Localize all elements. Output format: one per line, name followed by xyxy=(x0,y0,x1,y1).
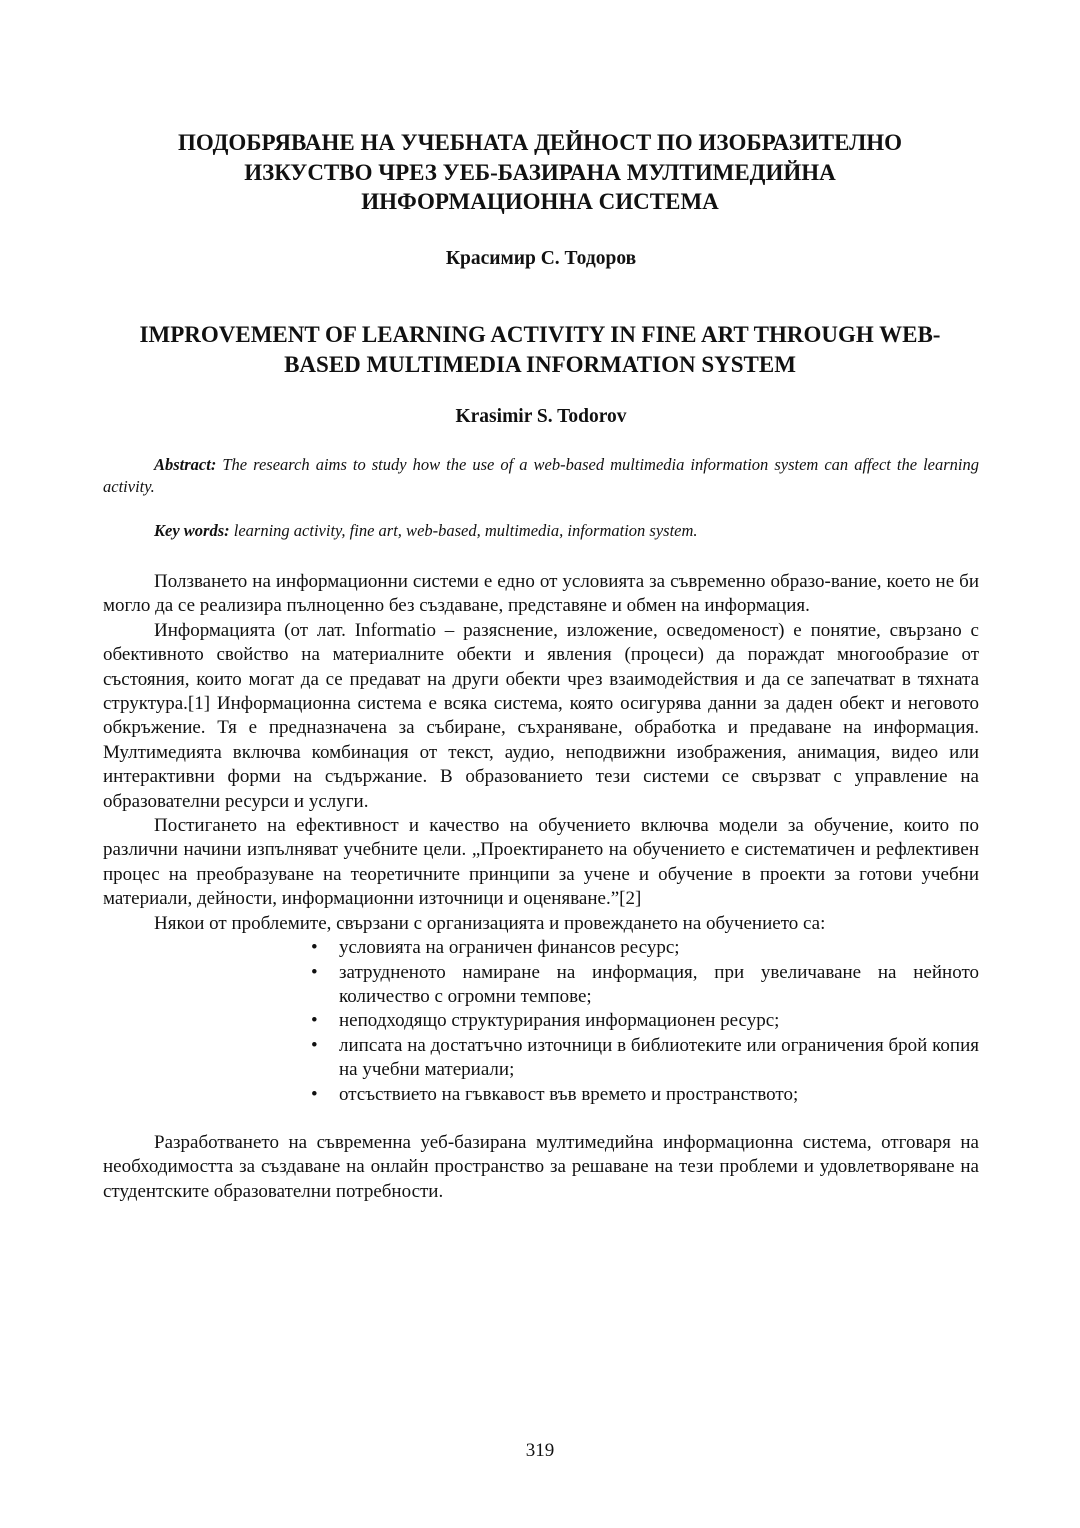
abstract xyxy=(103,454,979,498)
bulgarian-title: ПОДОБРЯВАНЕ НА УЧЕБНАТА ДЕЙНОСТ ПО ИЗОБРАЗИТЕЛНО ИЗКУСТВО ЧРЕЗ УЕБ-БАЗИРАНА МУЛТИМЕДИЙНА ИНФОРМАЦИОННА СИСТЕМА xyxy=(177,130,903,214)
list-item xyxy=(311,961,979,1010)
problem-list xyxy=(103,936,979,1107)
paragraph: Ползването на информационни системи е едно от условията за съвременно образо-вание, което не би могло да се реализира пълноценно без създаване, представяне и обмен на информация. xyxy=(103,571,979,617)
bulgarian-author: Красимир С. Тодоров xyxy=(445,248,637,269)
list-item-text: условията на ограничен финансов ресурс; xyxy=(339,937,680,959)
paragraph: Някои от проблемите, свързани с организацията и провеждането на обучението са: xyxy=(154,912,826,934)
list-item-text: липсата на достатъчно източници в библиотеките или ограничения брой копия на учебни материали; xyxy=(339,1034,979,1081)
bullet-icon: • xyxy=(311,937,318,959)
keywords-text: learning activity, fine art, web-based, multimedia, information system. xyxy=(229,521,698,540)
bullet-icon: • xyxy=(311,1034,318,1056)
keywords-label: Key words: xyxy=(154,521,230,540)
list-item xyxy=(311,1009,979,1033)
body-text xyxy=(103,570,979,1204)
list-item xyxy=(311,1034,979,1083)
keywords xyxy=(103,520,979,542)
bullet-icon: • xyxy=(311,1010,318,1032)
bullet-icon: • xyxy=(311,961,318,983)
closing-paragraph: Разработването на съвременна уеб-базирана мултимедийна информационна система, отговаря на необходимостта за създаване на онлайн пространство за решаване на тези проблеми и удовлетворяване на студентските образователни потребности. xyxy=(103,1131,979,1202)
list-item-text: затрудненото намиране на информация, при увеличаване на нейното количество с огромни темпове; xyxy=(339,961,979,1007)
abstract-label: Abstract: xyxy=(154,455,217,474)
english-author: Krasimir S. Todorov xyxy=(455,406,627,427)
bullet-icon: • xyxy=(311,1083,318,1105)
list-item xyxy=(311,936,979,960)
english-title: IMPROVEMENT OF LEARNING ACTIVITY IN FINE ART THROUGH WEB-BASED MULTIMEDIA INFORMATION SYSTEM xyxy=(139,322,941,377)
paragraph: Информацията (от лат. Informatio – разяснение, изложение, осведоменост) е понятие, свързано с обективното свойство на материалните обекти и явления (процеси) да пораждат многообразие от състояния, които могат да се предават на други обекти чрез взаимодействия и да се запечатват в тяхната структура.[1] Информационна система е всяка система, която осигурява данни за даден обект и неговото обкръжение. Тя е предназначена за събиране, съхраняване, обработка и предаване на информация. Мултимедията включва комбинация от текст, аудио, неподвижни изображения, анимация, видео или интерактивни форми на съдържание. В образованието тези системи се свързват с управление на образователни ресурси и услуги. xyxy=(103,619,979,812)
list-item-text: неподходящо структурирания информационен ресурс; xyxy=(339,1010,780,1032)
list-item-text: отсъствието на гъвкавост във времето и пространството; xyxy=(339,1083,799,1105)
paragraph: Постигането на ефективност и качество на обучението включва модели за обучение, които по различни начини изпълняват учебните цели. „Проектирането на обучението е систематичен и рефлективен процес на преобразуване на теоретичните принципи за учене и обучение в проекти за готови учебни материали, дейности, информационни източници и оценяване.”[2] xyxy=(103,815,979,910)
abstract-text: The research aims to study how the use of a web-based multimedia information system can affect the learning activity. xyxy=(103,455,979,496)
page-number: 319 xyxy=(525,1440,555,1461)
list-item xyxy=(311,1083,979,1107)
